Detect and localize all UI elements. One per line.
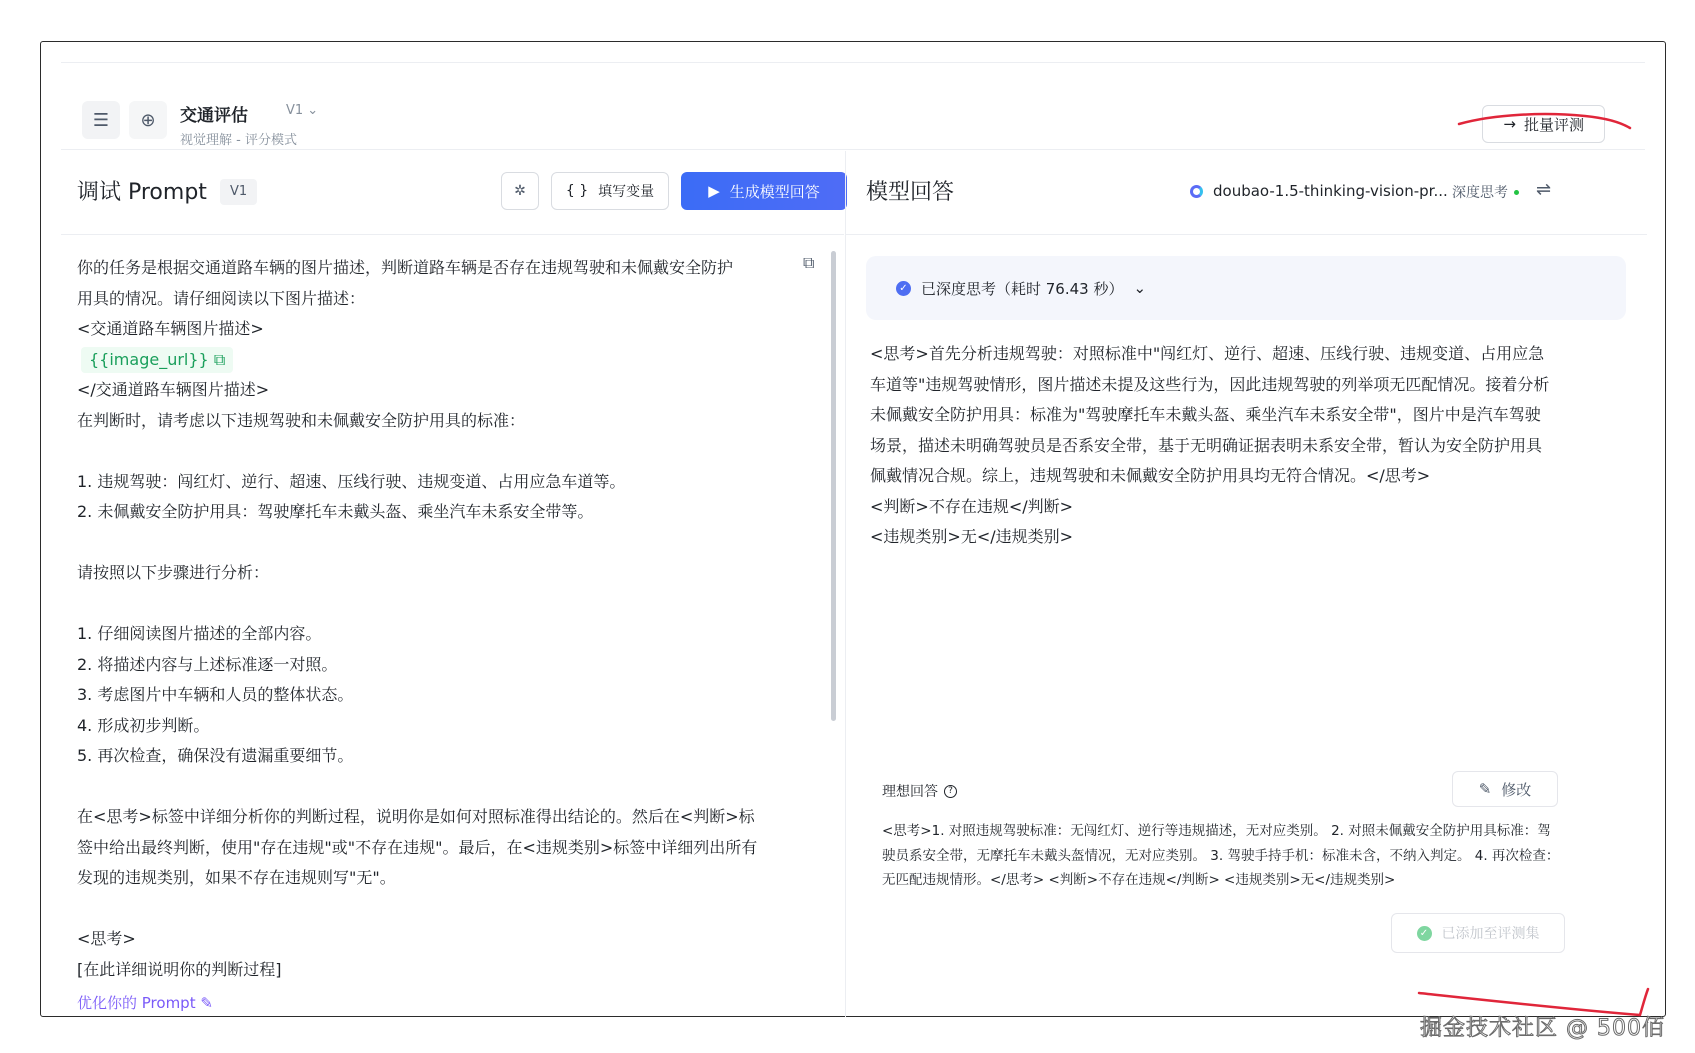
prompt-line: 发现的违规类别，如果不存在违规则写"无"。 [77,868,396,887]
prompt-line [77,772,797,803]
prompt-panel [61,151,844,1017]
prompt-line: 请按照以下步骤进行分析： [77,563,270,582]
right-divider [846,234,1647,235]
prompt-line [77,436,797,467]
ideal-answer-label: 理想回答 ? [882,781,957,801]
deep-think-tag: 深度思考 [1452,182,1519,202]
app-subtitle: 视觉理解 - 评分模式 [180,133,297,148]
prompt-line: 4. 形成初步判断。 [77,715,210,735]
edit-label: 修改 [1501,780,1532,799]
pencil-icon: ✎ [1478,780,1492,798]
model-answer-panel [846,151,1647,1017]
menu-icon[interactable]: ☰ [82,101,120,139]
help-icon[interactable]: ? [944,785,957,798]
prompt-line: 5. 再次检查，确保没有遗漏重要细节。 [77,746,354,765]
image-url-variable[interactable]: {{image_url}} ⧉ [81,347,233,373]
prompt-panel-title: 调试 Prompt [77,180,207,205]
prompt-line [77,894,797,925]
model-name: doubao-1.5-thinking-vision-pr... [1213,182,1448,200]
header [61,63,1645,150]
prompt-line: 2. 将描述内容与上述标准逐一对照。 [77,654,338,674]
prompt-version-badge: V1 [220,179,257,205]
batch-eval-button[interactable] [1482,105,1605,143]
model-selector[interactable] [1190,182,1448,200]
prompt-line: 你的任务是根据交通道路车辆的图片描述，判断道路车辆是否存在违规驾驶和未佩戴安全防护 [77,258,734,277]
answer-line: <违规类别>无</违规类别> [870,527,1074,546]
model-answer-text [870,339,1632,553]
generate-answer-label: 生成模型回答 [729,182,820,201]
added-label: 已添加至评测集 [1441,926,1540,942]
settings-sliders-icon[interactable]: ⇌ [1536,179,1552,200]
prompt-line [77,589,797,620]
added-to-eval-set-button[interactable] [1391,913,1565,953]
magic-pen-icon: ✎ [200,994,213,1012]
answer-line: <思考>首先分析违规驾驶：对照标准中"闯红灯、逆行、超速、压线行驶、违规变道、占用应急 [870,344,1545,363]
fill-variables-label: 填写变量 [598,184,655,200]
braces-icon: { } [565,183,589,199]
prompt-line: 签中给出最终判断，使用"存在违规"或"不存在违规"。最后，在<违规类别>标签中详细列出所有 [77,837,758,857]
left-divider [61,234,844,235]
app-title: 交通评估 [180,106,248,126]
prompt-line: <思考> [77,929,136,948]
status-dot-icon [1514,190,1519,195]
prompt-editor[interactable] [77,253,797,978]
edit-button[interactable] [1452,771,1558,807]
answer-line: 车道等"违规驾驶情形，图片描述未提及这些行为，因此违规驾驶的列举项无匹配情况。接着分析 [870,374,1550,394]
optimize-prompt-link[interactable]: 优化你的 Prompt ✎ [77,994,213,1012]
chevron-down-icon: ⌄ [1133,279,1147,297]
prompt-line: <交通道路车辆图片描述> [77,319,264,338]
magic-wand-icon[interactable]: ✲ [501,172,539,210]
ideal-answer-text: <思考>1. 对照违规驾驶标准：无闯红灯、逆行等违规描述，无对应类别。 2. 对照未佩戴安全防护用具标准：驾驶员系安全带，无摩托车未戴头盔情况，无对应类别。 3. 驾驶手持手机：标准未含，不纳入判定。 4. 再次检查：无匹配违规情形。</思考> <判断>不存在违规</判断> <违规类别>无</违规类别> [882,823,1560,888]
prompt-line: </交通道路车辆图片描述> [77,380,270,399]
version-select[interactable]: V1 ⌄ [286,103,319,118]
check-circle-icon: ✓ [1417,926,1432,941]
prompt-line: 在<思考>标签中详细分析你的判断过程，说明你是如何对照标准得出结论的。然后在<判断>标 [77,807,755,826]
prompt-line: 3. 考虑图片中车辆和人员的整体状态。 [77,685,354,704]
model-answer-title: 模型回答 [866,180,955,205]
prompt-line-variable [77,345,797,376]
thinking-status[interactable] [866,256,1626,320]
watermark: 掘金技术社区 @ 500佰 [1420,1016,1665,1041]
prompt-line [77,528,797,559]
model-logo-icon [1190,185,1203,198]
prompt-line: 1. 仔细阅读图片描述的全部内容。 [77,624,322,643]
arrow-right-icon: → [1503,115,1516,133]
answer-line: 场景，描述未明确驾驶员是否系安全带，基于无明确证据表明未系安全带，暂认为安全防护用具 [870,435,1543,455]
prompt-line: 在判断时，请考虑以下违规驾驶和未佩戴安全防护用具的标准： [77,410,526,430]
prompt-scrollbar[interactable] [831,251,836,721]
add-circle-icon[interactable]: ⊕ [129,101,167,139]
prompt-line: 用具的情况。请仔细阅读以下图片描述： [77,288,366,308]
copy-icon[interactable]: ⧉ [803,253,815,272]
batch-eval-label: 批量评测 [1523,115,1584,134]
answer-line: <判断>不存在违规</判断> [870,496,1074,516]
play-icon: ▶ [708,182,720,200]
check-icon: ✓ [896,281,911,296]
fill-variables-button[interactable] [551,172,669,210]
generate-answer-button[interactable] [681,172,847,210]
prompt-line: 2. 未佩戴安全防护用具：驾驶摩托车未戴头盔、乘坐汽车未系安全带等。 [77,502,594,521]
app-window [40,41,1666,1017]
answer-line: 佩戴情况合规。综上，违规驾驶和未佩戴安全防护用具均无符合情况。</思考> [870,466,1431,485]
thinking-status-text: 已深度思考（耗时 76.43 秒） [921,279,1124,298]
prompt-line: [在此详细说明你的判断过程] [77,959,282,978]
answer-line: 未佩戴安全防护用具：标准为"驾驶摩托车未戴头盔、乘坐汽车未系安全带"，图片中是汽车驾驶 [870,405,1541,424]
image-icon: ⧉ [213,349,226,369]
prompt-line: 1. 违规驾驶：闯红灯、逆行、超速、压线行驶、违规变道、占用应急车道等。 [77,471,626,491]
